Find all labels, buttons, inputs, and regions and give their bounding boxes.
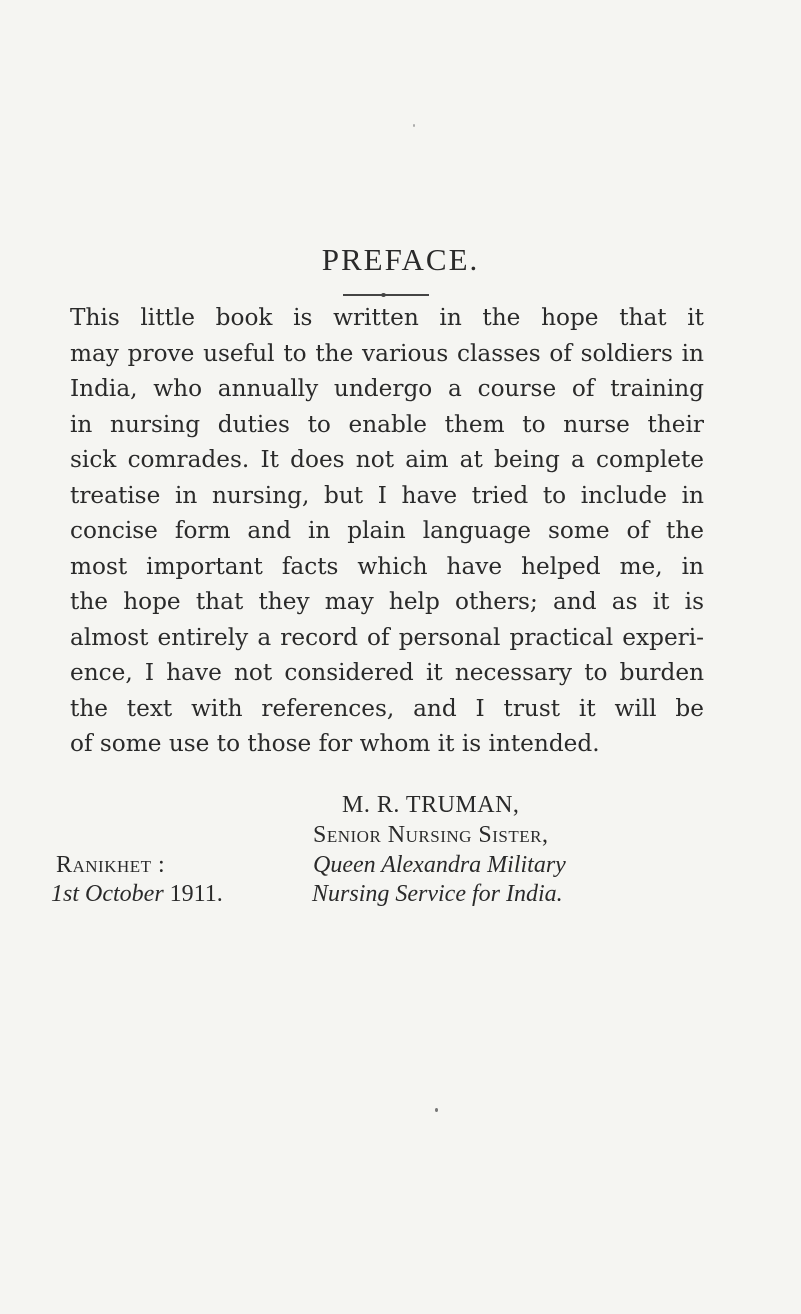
page-title: PREFACE. <box>321 242 480 277</box>
place-label: Ranikhet : <box>56 852 166 878</box>
signature-corps-line2: Nursing Service for India. <box>312 881 563 907</box>
body-line: may prove useful to the various classes of soldiers in <box>70 339 704 367</box>
body-line: This little book is written in the hope that it <box>70 304 704 331</box>
body-line: most important facts which have helped me, in <box>70 552 704 580</box>
body-line: India, who annually undergo a course of training <box>70 375 704 402</box>
paper-speck <box>435 1108 438 1112</box>
ornamental-rule <box>343 294 429 296</box>
paper-speck <box>413 124 415 127</box>
body-line: ence, I have not considered it necessary to burden <box>70 659 704 686</box>
signature-corps-line1: Queen Alexandra Military <box>313 852 566 878</box>
body-line: sick comrades. It does not aim at being a complete <box>70 446 704 473</box>
date-day: 1st <box>51 881 80 907</box>
signature-name: M. R. TRUMAN, <box>342 792 520 818</box>
body-line: of some use to those for whom it is intended. <box>70 730 600 757</box>
body-line: almost entirely a record of personal practical experi- <box>70 623 704 651</box>
date-year: 1911. <box>169 881 223 907</box>
date-month: October <box>85 881 164 907</box>
preface-body <box>70 300 704 762</box>
date-line <box>51 881 223 908</box>
body-line: in nursing duties to enable them to nurse their <box>70 410 704 438</box>
body-line: the text with references, and I trust it will be <box>70 694 704 722</box>
body-line: concise form and in plain language some of the <box>70 517 704 544</box>
body-line: treatise in nursing, but I have tried to include in <box>70 481 704 509</box>
signature-role: Senior Nursing Sister, <box>313 822 549 848</box>
body-line: the hope that they may help others; and as it is <box>70 588 704 615</box>
